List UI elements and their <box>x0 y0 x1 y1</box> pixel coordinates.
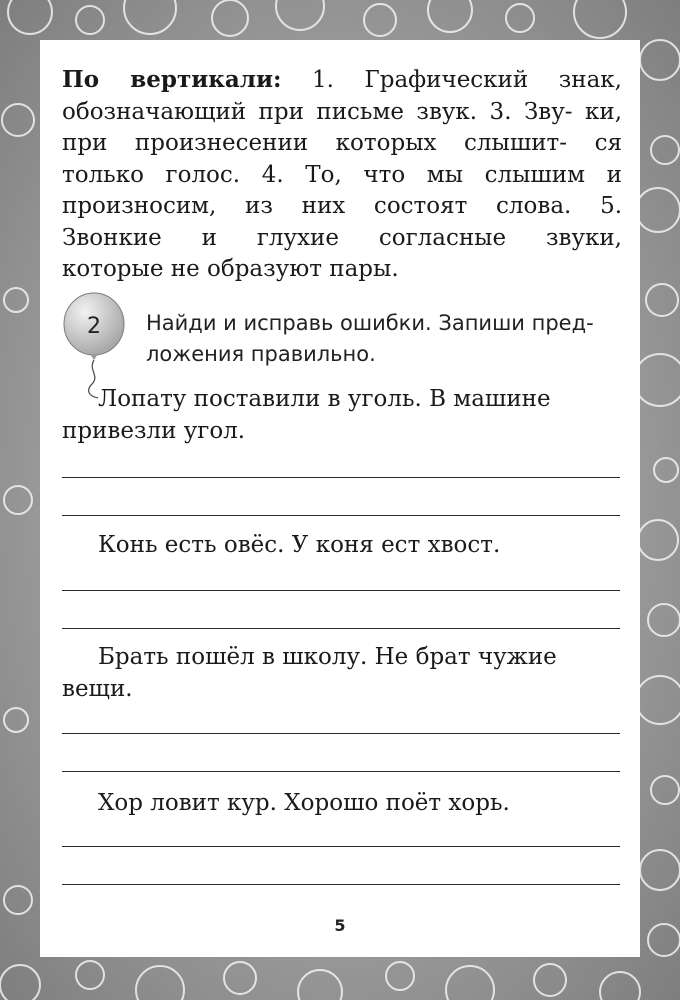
task-instruction: Найди и исправь ошибки. Запиши пред-ложения правильно. <box>146 311 594 366</box>
answer-line[interactable] <box>62 846 620 847</box>
page-number: 5 <box>334 916 346 935</box>
clue-line: 5. Звонкие и глухие согласные звуки, <box>62 193 623 251</box>
clues-heading: По вертикали: <box>62 66 282 93</box>
sentence-1: Лопату поставили в уголь. В машине привезли угол. <box>62 386 551 444</box>
clue-line: ки, при произнесении которых слышит- <box>62 98 622 156</box>
answer-line[interactable] <box>62 733 620 734</box>
answer-line[interactable] <box>62 515 620 516</box>
answer-line[interactable] <box>62 477 620 478</box>
answer-line[interactable] <box>62 884 620 885</box>
answer-line[interactable] <box>62 590 620 591</box>
clue-line-last: которые не образуют пары. <box>62 256 399 282</box>
workbook-page <box>40 40 640 957</box>
sentence-3: Брать пошёл в школу. Не брат чужие вещи. <box>62 644 557 702</box>
crossword-clues-vertical <box>62 64 622 286</box>
clue-line: 1. Графический знак, <box>312 67 622 93</box>
task-number: 2 <box>87 314 101 339</box>
answer-line[interactable] <box>62 771 620 772</box>
clue-line: ся только голос. 4. То, что мы слышим <box>62 130 623 188</box>
clue-line: обозначающий при письме звук. 3. Зву- <box>62 98 573 125</box>
answer-line[interactable] <box>62 628 620 629</box>
sentence-4: Хор ловит кур. Хорошо поёт хорь. <box>98 790 510 816</box>
sentence-2: Конь есть овёс. У коня ест хвост. <box>98 532 501 558</box>
clue-line: и произносим, из них состоят слова. <box>62 161 622 219</box>
